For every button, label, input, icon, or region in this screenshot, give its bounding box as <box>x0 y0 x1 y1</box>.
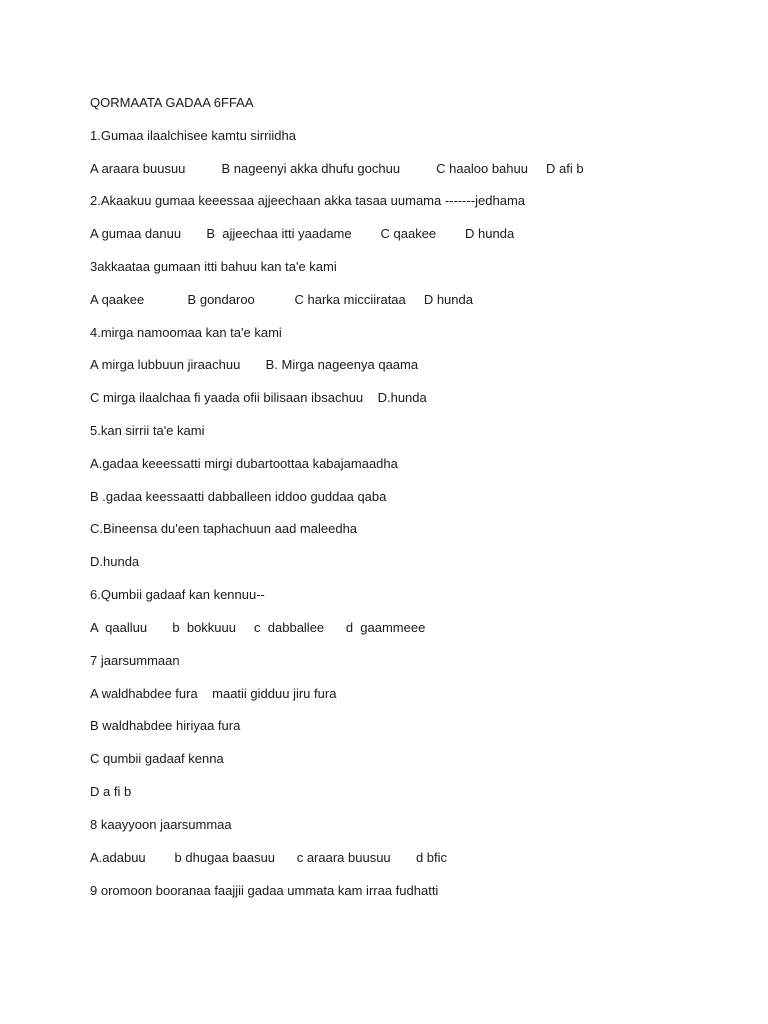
question-7: 7 jaarsummaan <box>90 653 180 668</box>
question-5: 5.kan sirrii ta'e kami <box>90 423 205 438</box>
question-1: 1.Gumaa ilaalchisee kamtu sirriidha <box>90 128 296 143</box>
question-5-option: B .gadaa keessaatti dabballeen iddoo guddaa qaba <box>90 489 387 504</box>
question-4-options: C mirga ilaalchaa fi yaada ofii bilisaan ibsachuu D.hunda <box>90 390 427 405</box>
question-4: 4.mirga namoomaa kan ta'e kami <box>90 325 282 340</box>
question-7-option: A waldhabdee fura maatii gidduu jiru fura <box>90 686 337 701</box>
question-7-option: D a fi b <box>90 784 132 799</box>
question-7-option: C qumbii gadaaf kenna <box>90 751 224 766</box>
question-2-options: A gumaa danuu B ajjeechaa itti yaadame C qaakee D hunda <box>90 226 515 241</box>
question-8: 8 kaayyoon jaarsummaa <box>90 817 232 832</box>
document-title: QORMAATA GADAA 6FFAA <box>90 95 254 110</box>
question-1-options: A araara buusuu B nageenyi akka dhufu gochuu C haaloo bahuu D afi b <box>90 161 584 176</box>
question-6-options: A qaalluu b bokkuuu c dabballee d gaammeee <box>90 620 426 635</box>
question-4-options: A mirga lubbuun jiraachuu B. Mirga nageenya qaama <box>90 357 419 372</box>
question-7-option: B waldhabdee hiriyaa fura <box>90 718 241 733</box>
question-6: 6.Qumbii gadaaf kan kennuu-- <box>90 587 265 602</box>
question-5-option: D.hunda <box>90 554 140 569</box>
question-9: 9 oromoon booranaa faajjii gadaa ummata kam irraa fudhatti <box>90 883 439 898</box>
question-8-options: A.adabuu b dhugaa baasuu c araara buusuu d bfic <box>90 850 448 865</box>
question-2: 2.Akaakuu gumaa keeessaa ajjeechaan akka tasaa uumama -------jedhama <box>90 193 526 208</box>
question-5-option: C.Bineensa du'een taphachuun aad maleedha <box>90 521 358 536</box>
question-3-options: A qaakee B gondaroo C harka micciirataa D hunda <box>90 292 473 307</box>
question-3: 3akkaataa gumaan itti bahuu kan ta'e kami <box>90 259 337 274</box>
question-5-option: A.gadaa keeessatti mirgi dubartoottaa kabajamaadha <box>90 456 398 471</box>
